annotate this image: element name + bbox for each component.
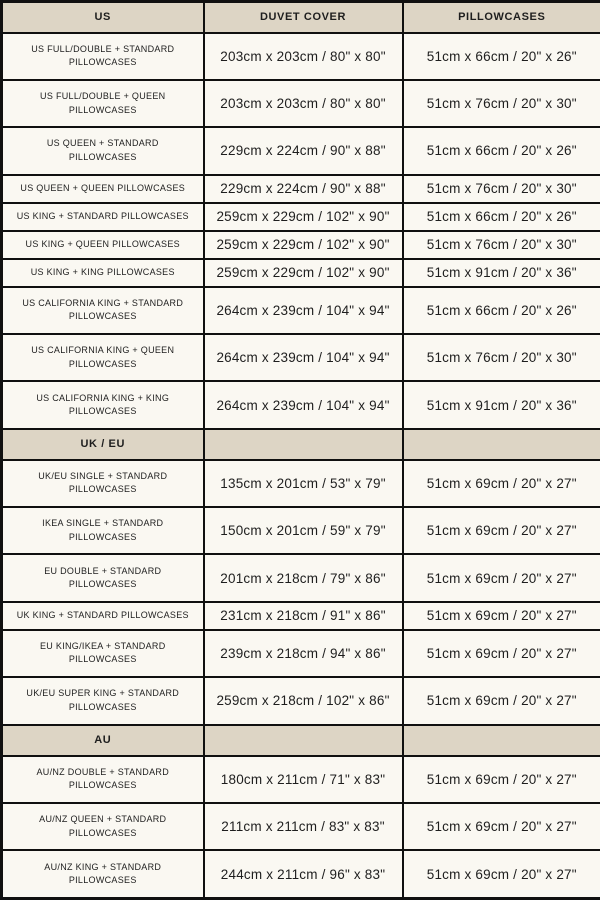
table-row-us-full-double-standard	[2, 33, 600, 80]
pillowcase-size-cell: 51cm x 69cm / 20" x 27"	[403, 554, 600, 601]
size-name-cell: EU DOUBLE + STANDARD PILLOWCASES	[2, 554, 204, 601]
duvet-size-cell: 135cm x 201cm / 53" x 79"	[204, 460, 403, 507]
pillowcase-size-cell: 51cm x 91cm / 20" x 36"	[403, 259, 600, 287]
pillowcase-size-cell: 51cm x 69cm / 20" x 27"	[403, 630, 600, 677]
size-name-cell: US CALIFORNIA KING + QUEEN PILLOWCASES	[2, 334, 204, 381]
pillowcase-size-cell: 51cm x 69cm / 20" x 27"	[403, 460, 600, 507]
pillowcase-size-cell: 51cm x 66cm / 20" x 26"	[403, 287, 600, 334]
table-row-au-nz-double-standard	[2, 756, 600, 803]
table-header-row	[2, 2, 600, 33]
table-row-uk-king-standard	[2, 602, 600, 630]
table-row-us-queen-queen	[2, 175, 600, 203]
duvet-size-cell: 264cm x 239cm / 104" x 94"	[204, 381, 403, 428]
table-row-us-full-double-queen	[2, 80, 600, 127]
duvet-size-cell: 231cm x 218cm / 91" x 86"	[204, 602, 403, 630]
size-name-cell: US FULL/DOUBLE + QUEEN PILLOWCASES	[2, 80, 204, 127]
table-row-au-nz-queen-standard	[2, 803, 600, 850]
size-name-cell: AU/NZ KING + STANDARD PILLOWCASES	[2, 850, 204, 898]
duvet-size-cell: 180cm x 211cm / 71" x 83"	[204, 756, 403, 803]
duvet-size-cell: 244cm x 211cm / 96" x 83"	[204, 850, 403, 898]
table-row-us-cal-king-king	[2, 381, 600, 428]
table-row-eu-king-ikea-standard	[2, 630, 600, 677]
size-name-cell: UK/EU SUPER KING + STANDARD PILLOWCASES	[2, 677, 204, 724]
section-empty-cell	[403, 429, 600, 460]
size-name-cell: US QUEEN + QUEEN PILLOWCASES	[2, 175, 204, 203]
section-header-au: AU	[2, 725, 204, 756]
size-name-cell: AU/NZ DOUBLE + STANDARD PILLOWCASES	[2, 756, 204, 803]
size-name-cell: EU KING/IKEA + STANDARD PILLOWCASES	[2, 630, 204, 677]
pillowcase-size-cell: 51cm x 66cm / 20" x 26"	[403, 203, 600, 231]
duvet-size-cell: 264cm x 239cm / 104" x 94"	[204, 287, 403, 334]
section-header-uk-eu: UK / EU	[2, 429, 204, 460]
column-header-duvet-cover: DUVET COVER	[204, 2, 403, 33]
table-row-au-nz-king-standard	[2, 850, 600, 898]
pillowcase-size-cell: 51cm x 66cm / 20" x 26"	[403, 127, 600, 174]
size-name-cell: US KING + KING PILLOWCASES	[2, 259, 204, 287]
pillowcase-size-cell: 51cm x 66cm / 20" x 26"	[403, 33, 600, 80]
pillowcase-size-cell: 51cm x 76cm / 20" x 30"	[403, 231, 600, 259]
size-name-cell: US CALIFORNIA KING + STANDARD PILLOWCASES	[2, 287, 204, 334]
pillowcase-size-cell: 51cm x 69cm / 20" x 27"	[403, 602, 600, 630]
table-row-uk-eu-super-king-standard	[2, 677, 600, 724]
duvet-size-cell: 150cm x 201cm / 59" x 79"	[204, 507, 403, 554]
duvet-size-cell: 259cm x 229cm / 102" x 90"	[204, 259, 403, 287]
duvet-size-cell: 201cm x 218cm / 79" x 86"	[204, 554, 403, 601]
pillowcase-size-cell: 51cm x 91cm / 20" x 36"	[403, 381, 600, 428]
table-row-us-king-standard	[2, 203, 600, 231]
section-row-uk-eu	[2, 429, 600, 460]
table-row-us-cal-king-queen	[2, 334, 600, 381]
pillowcase-size-cell: 51cm x 69cm / 20" x 27"	[403, 850, 600, 898]
size-name-cell: US QUEEN + STANDARD PILLOWCASES	[2, 127, 204, 174]
column-header-us: US	[2, 2, 204, 33]
size-name-cell: UK KING + STANDARD PILLOWCASES	[2, 602, 204, 630]
size-name-cell: US CALIFORNIA KING + KING PILLOWCASES	[2, 381, 204, 428]
size-name-cell: US KING + STANDARD PILLOWCASES	[2, 203, 204, 231]
section-empty-cell	[204, 429, 403, 460]
duvet-size-cell: 211cm x 211cm / 83" x 83"	[204, 803, 403, 850]
duvet-size-cell: 259cm x 218cm / 102" x 86"	[204, 677, 403, 724]
size-name-cell: AU/NZ QUEEN + STANDARD PILLOWCASES	[2, 803, 204, 850]
table-row-us-cal-king-standard	[2, 287, 600, 334]
size-name-cell: UK/EU SINGLE + STANDARD PILLOWCASES	[2, 460, 204, 507]
section-empty-cell	[204, 725, 403, 756]
section-row-au	[2, 725, 600, 756]
table-row-us-king-king	[2, 259, 600, 287]
duvet-size-cell: 259cm x 229cm / 102" x 90"	[204, 231, 403, 259]
size-name-cell: IKEA SINGLE + STANDARD PILLOWCASES	[2, 507, 204, 554]
duvet-size-cell: 259cm x 229cm / 102" x 90"	[204, 203, 403, 231]
duvet-size-cell: 229cm x 224cm / 90" x 88"	[204, 175, 403, 203]
table-row-ikea-single-standard	[2, 507, 600, 554]
table-row-us-queen-standard	[2, 127, 600, 174]
column-header-pillowcases: PILLOWCASES	[403, 2, 600, 33]
size-name-cell: US KING + QUEEN PILLOWCASES	[2, 231, 204, 259]
duvet-size-cell: 229cm x 224cm / 90" x 88"	[204, 127, 403, 174]
pillowcase-size-cell: 51cm x 69cm / 20" x 27"	[403, 803, 600, 850]
pillowcase-size-cell: 51cm x 76cm / 20" x 30"	[403, 80, 600, 127]
pillowcase-size-cell: 51cm x 69cm / 20" x 27"	[403, 507, 600, 554]
size-name-cell: US FULL/DOUBLE + STANDARD PILLOWCASES	[2, 33, 204, 80]
section-empty-cell	[403, 725, 600, 756]
table-row-eu-double-standard	[2, 554, 600, 601]
table-row-uk-eu-single-standard	[2, 460, 600, 507]
pillowcase-size-cell: 51cm x 69cm / 20" x 27"	[403, 677, 600, 724]
duvet-size-cell: 264cm x 239cm / 104" x 94"	[204, 334, 403, 381]
duvet-size-cell: 203cm x 203cm / 80" x 80"	[204, 80, 403, 127]
pillowcase-size-cell: 51cm x 69cm / 20" x 27"	[403, 756, 600, 803]
duvet-size-cell: 239cm x 218cm / 94" x 86"	[204, 630, 403, 677]
pillowcase-size-cell: 51cm x 76cm / 20" x 30"	[403, 175, 600, 203]
table-row-us-king-queen	[2, 231, 600, 259]
duvet-size-cell: 203cm x 203cm / 80" x 80"	[204, 33, 403, 80]
pillowcase-size-cell: 51cm x 76cm / 20" x 30"	[403, 334, 600, 381]
